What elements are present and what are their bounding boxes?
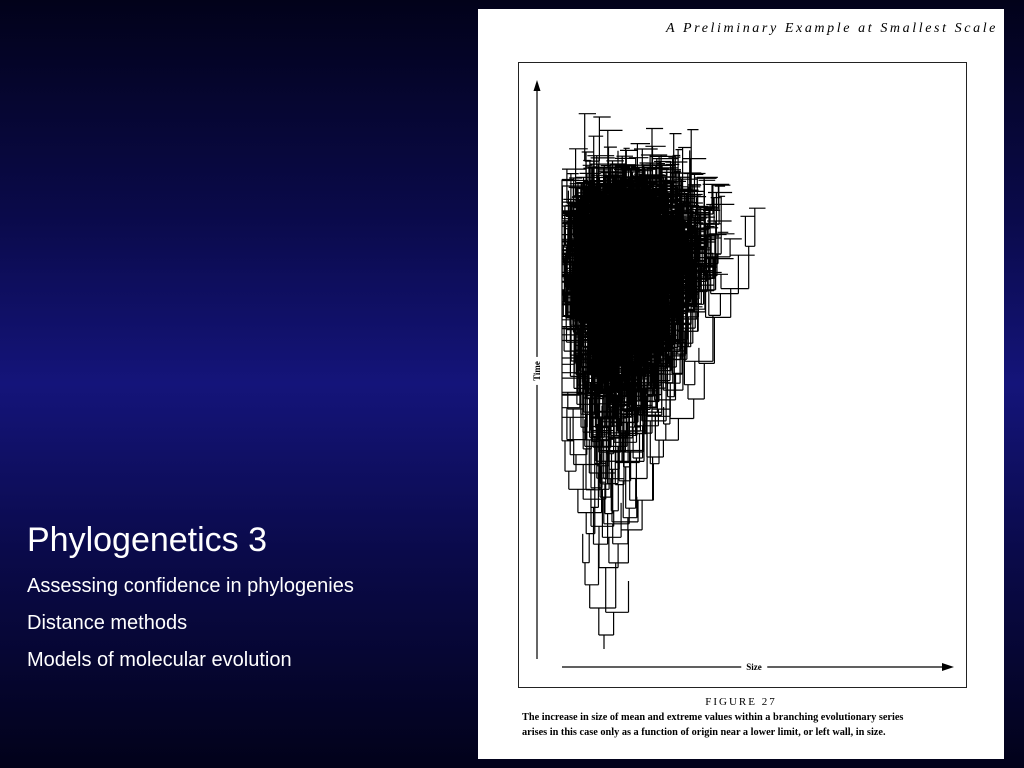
caption-line-1: The increase in size of mean and extreme values within a branching evolutionary series — [522, 712, 904, 723]
bullet-distance-methods: Distance methods — [27, 612, 188, 634]
bullet-confidence: Assessing confidence in phylogenies — [27, 575, 354, 597]
bullet-molecular-models: Models of molecular evolution — [27, 649, 292, 671]
slide-text-block — [27, 518, 354, 679]
branching-tree-drawing — [478, 9, 1004, 759]
slide-title: Phylogenetics 3 — [27, 521, 268, 559]
figure-panel — [478, 9, 1004, 759]
tree-branches — [562, 114, 766, 649]
size-axis-label: Size — [741, 662, 767, 672]
caption-line-2: arises in this case only as a function of origin near a lower limit, or left wall, in size. — [522, 727, 886, 738]
tree-branch-path — [562, 114, 766, 649]
figure-header: A Preliminary Example at Smallest Scale — [666, 21, 998, 36]
time-axis-label: Time — [532, 357, 542, 385]
figure-caption — [522, 710, 992, 740]
figure-number: FIGURE 27 — [705, 696, 777, 708]
